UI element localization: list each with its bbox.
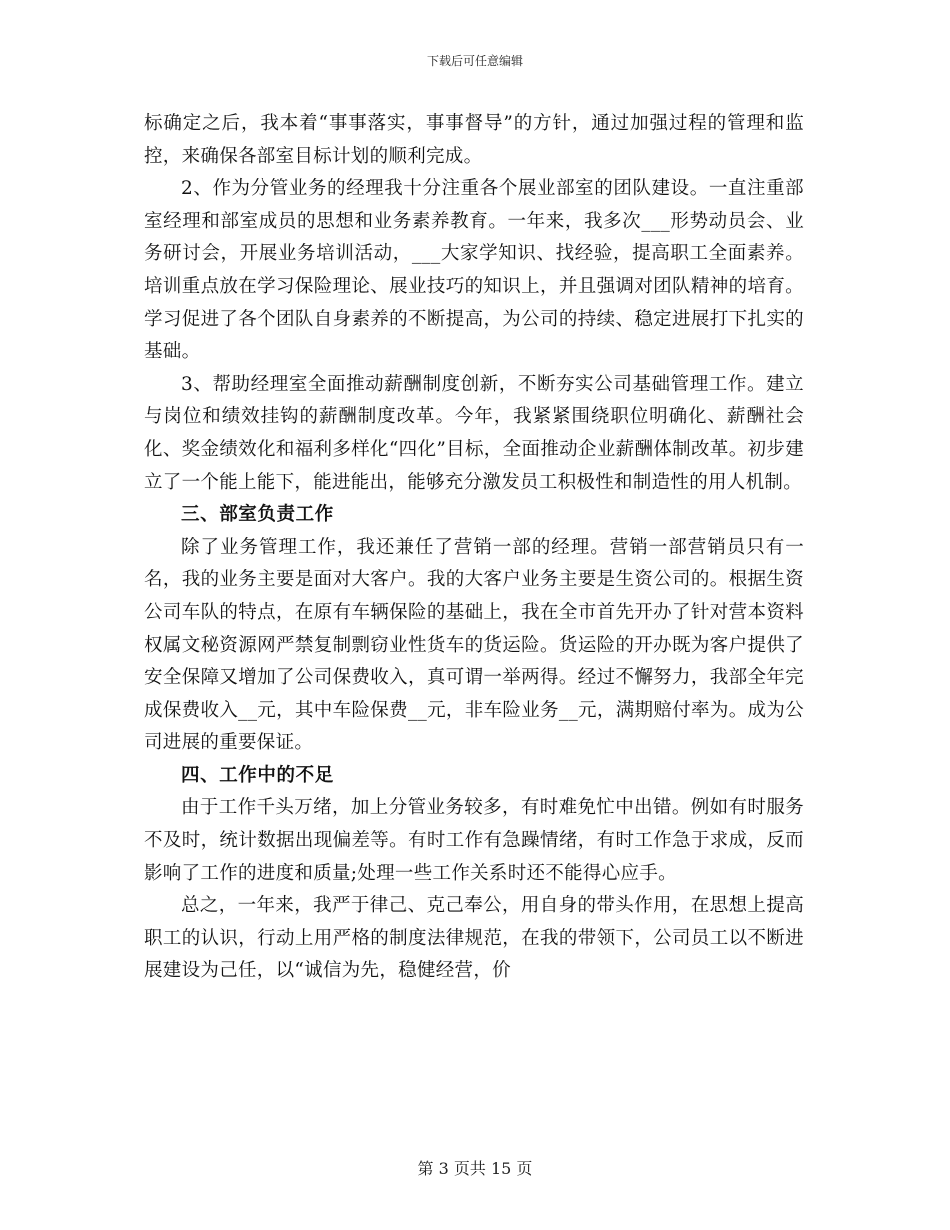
- paragraph-continuation: 标确定之后，我本着“事事落实，事事督导”的方针，通过加强过程的管理和监控，来确保各部室目标计划的顺利完成。: [144, 113, 804, 167]
- section-heading-department-work: 三、部室负责工作: [181, 504, 334, 526]
- paragraph-department-work: 除了业务管理工作，我还兼任了营销一部的经理。营销一部营销员只有一名，我的业务主要是面对大客户。我的大客户业务主要是生资公司的。根据生资公司车队的特点，在原有车辆保险的基础上，我在全市首先开办了针对营本资料权属文秘资源网严禁复制剽窃业性货车的货运险。货运险的开办既为客户提供了安全保障又增加了公司保费收入，真可谓一举两得。经过不懈努力，我部全年完成保费收入__元，其中车险保费__元，非车险业务__元，满期赔付率为。成为公司进展的重要保证。: [144, 536, 804, 754]
- page-number: 第 3 页共 15 页: [417, 1159, 533, 1178]
- paragraph-salary-reform: 3、帮助经理室全面推动薪酬制度创新，不断夯实公司基础管理工作。建立与岗位和绩效挂钩的薪酬制度改革。今年，我紧紧围绕职位明确化、薪酬社会化、奖金绩效化和福利多样化“四化”目标，全面推动企业薪酬体制改革。初步建立了一个能上能下，能进能出，能够充分激发员工积极性和制造性的用人机制。: [144, 373, 804, 493]
- paragraph-shortcomings: 由于工作千头万绪，加上分管业务较多，有时难免忙中出错。例如有时服务不及时，统计数据出现偏差等。有时工作有急躁情绪，有时工作急于求成，反而影响了工作的进度和质量;处理一些工作关系时还不能得心应手。: [144, 797, 804, 884]
- paragraph-summary: 总之，一年来，我严于律己、克己奉公，用自身的带头作用，在思想上提高职工的认识，行动上用严格的制度法律规范，在我的带领下，公司员工以不断进展建设为己任，以“诚信为先，稳健经营，价: [144, 895, 804, 982]
- document-body: [144, 108, 804, 988]
- page-header: 下载后可任意编辑: [426, 54, 523, 68]
- section-heading-shortcomings: 四、工作中的不足: [181, 764, 334, 786]
- paragraph-team-building: 2、作为分管业务的经理我十分注重各个展业部室的团队建设。一直注重部室经理和部室成员的思想和业务素养教育。一年来，我多次___形势动员会、业务研讨会，开展业务培训活动，___大家学知识、找经验，提高职工全面素养。培训重点放在学习保险理论、展业技巧的知识上，并且强调对团队精神的培育。学习促进了各个团队自身素养的不断提高，为公司的持续、稳定进展打下扎实的基础。: [144, 178, 804, 363]
